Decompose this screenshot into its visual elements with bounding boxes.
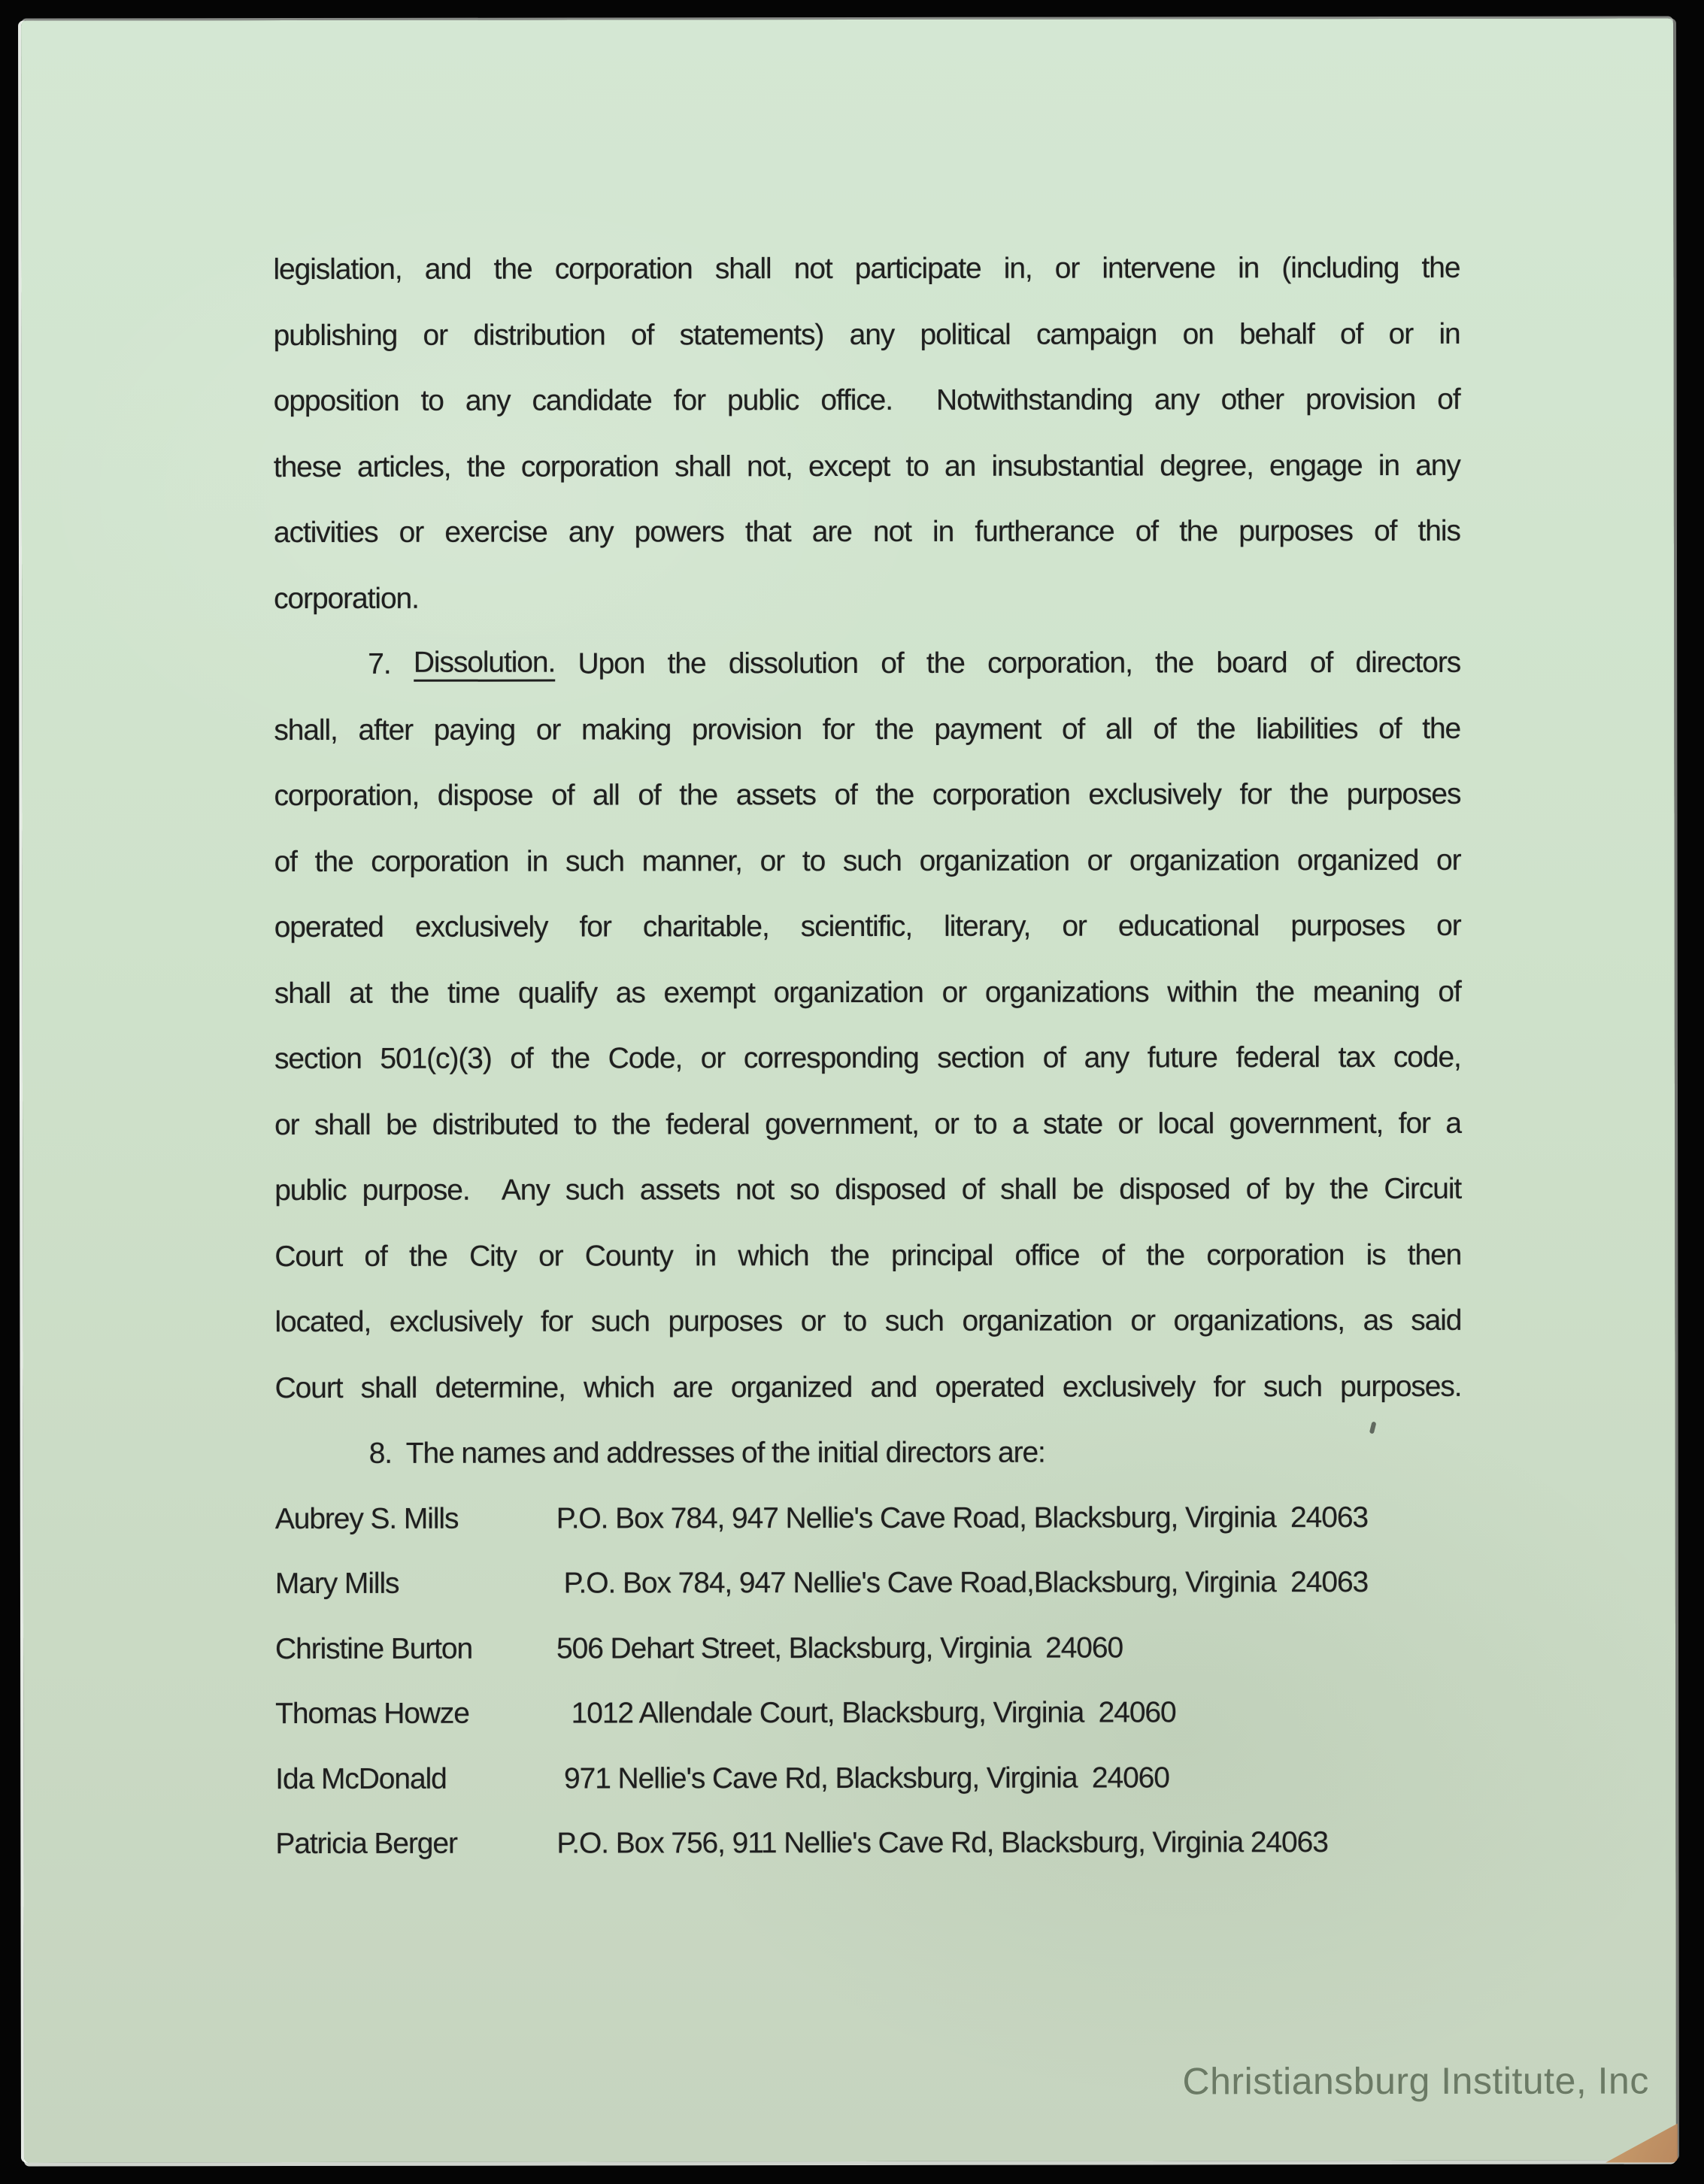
word: or	[800, 1305, 826, 1338]
text-line	[274, 630, 1460, 698]
word: the	[314, 845, 353, 878]
word: to	[905, 450, 929, 483]
director-address: 971 Nellie's Cave Rd, Blacksburg, Virginia 24060	[556, 1761, 1169, 1795]
word: shall	[274, 977, 331, 1010]
word: a	[1445, 1107, 1461, 1140]
word: the	[926, 647, 965, 680]
document-page	[21, 18, 1676, 2162]
word: government,	[765, 1107, 919, 1140]
word: for	[1213, 1370, 1245, 1403]
word: organization	[962, 1304, 1112, 1337]
word: of	[881, 647, 904, 680]
word: tax	[1338, 1041, 1375, 1074]
word: Court	[274, 1371, 343, 1404]
word: the	[1330, 1173, 1369, 1206]
word: provision	[691, 713, 802, 746]
word: of	[630, 318, 654, 351]
word: or	[399, 516, 424, 549]
director-row	[275, 1615, 1462, 1682]
word: educational	[1117, 910, 1260, 943]
word: or	[1062, 910, 1087, 943]
word: office.	[820, 383, 893, 417]
word: principal	[890, 1239, 993, 1272]
word: the	[611, 1107, 650, 1140]
word: the	[875, 778, 914, 811]
director-row	[275, 1485, 1462, 1552]
word: Notwithstanding	[935, 383, 1133, 417]
word: the	[1155, 647, 1194, 680]
word: purposes	[1290, 909, 1405, 943]
text-line	[273, 235, 1460, 303]
word: board	[1216, 647, 1287, 680]
word: except	[808, 450, 890, 483]
word: to	[974, 1107, 997, 1140]
word: any	[1154, 383, 1199, 417]
word: corporation,	[274, 779, 420, 813]
word: Upon	[578, 647, 645, 680]
word: the	[1179, 515, 1218, 548]
word: of	[510, 1042, 533, 1075]
word: or	[700, 1042, 726, 1075]
word: provision	[1305, 383, 1416, 417]
word: for	[1239, 778, 1272, 811]
word: organized	[1296, 844, 1419, 877]
text-line	[274, 367, 1460, 435]
word: statements)	[679, 318, 824, 351]
word: shall	[714, 253, 772, 286]
word: section	[274, 1042, 362, 1076]
text-line	[274, 695, 1460, 763]
word: of	[1339, 317, 1363, 350]
director-row	[275, 1680, 1462, 1747]
word: activities	[273, 516, 378, 550]
director-address: P.O. Box 756, 911 Nellie's Cave Rd, Blacksburg, Virginia 24063	[556, 1826, 1328, 1860]
director-row	[275, 1810, 1462, 1877]
word: the	[679, 779, 718, 812]
word: Any	[501, 1174, 550, 1207]
text-line	[274, 1288, 1461, 1356]
word: such	[565, 844, 624, 878]
director-address: P.O. Box 784, 947 Nellie's Cave Road,Blacksburg, Virginia 24063	[556, 1566, 1369, 1600]
underlined-word: Dissolution.	[414, 647, 555, 682]
word: public	[726, 384, 799, 417]
footer-watermark: Christiansburg Institute, Inc	[1182, 2059, 1649, 2103]
text-line	[274, 1222, 1461, 1289]
word: other	[1220, 383, 1284, 417]
word: in	[1439, 317, 1460, 350]
word: of	[1061, 713, 1085, 746]
word: operated	[935, 1371, 1045, 1404]
word: corporation,	[987, 647, 1132, 680]
director-name: Thomas Howze	[275, 1697, 469, 1731]
word: such	[590, 1305, 650, 1338]
word: of	[1374, 514, 1397, 548]
word: such	[884, 1304, 944, 1337]
word: directors	[1355, 646, 1461, 680]
word: of	[274, 845, 297, 878]
word: purposes	[1346, 777, 1461, 811]
word: are	[672, 1371, 713, 1404]
word: shall	[1000, 1173, 1057, 1206]
word: future	[1147, 1041, 1217, 1074]
word: a	[1011, 1107, 1028, 1140]
word: the	[667, 647, 706, 680]
word: by	[1284, 1173, 1314, 1206]
word: the	[551, 1042, 590, 1075]
word: corresponding	[743, 1041, 919, 1075]
word: which	[738, 1239, 809, 1272]
word: insubstantial	[991, 449, 1145, 483]
word: articles,	[356, 450, 451, 483]
word: or	[274, 1108, 299, 1141]
word: exclusively	[389, 1305, 523, 1338]
word: campaign	[1035, 317, 1157, 351]
word: state	[1042, 1107, 1103, 1140]
word: to	[420, 384, 444, 417]
word: or	[760, 844, 785, 877]
word: dissolution	[728, 647, 859, 680]
word: be	[1072, 1173, 1104, 1206]
word: disposed	[1119, 1173, 1230, 1206]
word: at	[349, 977, 372, 1010]
word: as	[615, 976, 645, 1009]
word: any	[849, 318, 895, 351]
word: (including	[1281, 251, 1399, 285]
word: within	[1167, 975, 1238, 1008]
word: in	[526, 845, 548, 878]
text-line: 8. The names and addresses of the initial directors are:	[368, 1436, 1045, 1470]
word: is	[1366, 1238, 1386, 1271]
text-line	[274, 1156, 1461, 1224]
word: determine,	[435, 1371, 565, 1404]
word: any	[1415, 449, 1460, 482]
word: on	[1182, 317, 1214, 350]
word: not	[793, 253, 832, 286]
word: an	[944, 450, 976, 483]
word: furtherance	[975, 515, 1114, 548]
word: exclusively	[1088, 778, 1221, 811]
director-address: 1012 Allendale Court, Blacksburg, Virginia 24060	[556, 1696, 1176, 1730]
word: County	[584, 1239, 673, 1272]
word: are	[811, 515, 852, 549]
word: organizations	[984, 975, 1149, 1009]
word: as	[1363, 1304, 1393, 1337]
word: for	[673, 384, 706, 417]
word: of	[1245, 1173, 1269, 1206]
word: and	[424, 253, 471, 286]
word: of	[834, 778, 857, 812]
word: after	[358, 713, 414, 747]
word: for	[822, 713, 855, 746]
word: federal	[1236, 1041, 1320, 1074]
word: any	[1084, 1041, 1129, 1074]
word: organization	[1129, 844, 1280, 877]
word: manner,	[641, 844, 742, 877]
word: or	[1087, 844, 1112, 877]
word: in	[694, 1239, 717, 1272]
text-line	[274, 827, 1461, 895]
word: the	[390, 977, 429, 1010]
word: operated	[274, 910, 384, 944]
text-line	[274, 1090, 1461, 1158]
text-line: corporation.	[274, 582, 419, 615]
word: dispose	[437, 779, 533, 812]
director-row	[275, 1550, 1462, 1617]
word: said	[1411, 1304, 1462, 1337]
word: distribution	[473, 318, 605, 352]
word: organization	[773, 976, 923, 1009]
word: government,	[1229, 1107, 1384, 1140]
word: in	[932, 515, 954, 548]
word: exercise	[444, 516, 547, 549]
word: all	[1105, 712, 1132, 746]
word: exclusively	[414, 910, 548, 944]
word: code,	[1393, 1041, 1461, 1074]
word: participate	[854, 252, 981, 285]
word: of	[1042, 1041, 1066, 1074]
word: any	[465, 384, 511, 417]
word: exclusively	[1062, 1370, 1196, 1404]
word: this	[1417, 514, 1460, 547]
text-line	[274, 959, 1461, 1026]
word: local	[1157, 1107, 1214, 1140]
word: that	[744, 516, 791, 549]
word: located,	[274, 1305, 371, 1339]
director-name: Patricia Berger	[275, 1827, 457, 1861]
word: so	[790, 1174, 820, 1207]
word: or	[1436, 909, 1461, 942]
word: organization	[919, 844, 1069, 877]
torn-corner	[1605, 2123, 1678, 2162]
word: or	[1130, 1304, 1155, 1337]
word: payment	[934, 713, 1042, 746]
word: shall	[360, 1371, 417, 1404]
word: not,	[747, 450, 793, 483]
word: to	[574, 1107, 597, 1141]
word: powers	[634, 516, 724, 549]
word: publishing	[273, 319, 398, 352]
director-address: P.O. Box 784, 947 Nellie's Cave Road, Blacksburg, Virginia 24063	[556, 1501, 1369, 1535]
word: of	[1438, 975, 1461, 1008]
word: corporation	[1206, 1238, 1345, 1271]
word: City	[469, 1240, 517, 1273]
word: time	[447, 977, 500, 1010]
word: or	[1388, 317, 1414, 350]
word: organized	[730, 1371, 853, 1404]
word: literary,	[944, 910, 1031, 943]
word: charitable,	[642, 910, 769, 944]
word: or	[423, 319, 448, 352]
text-line	[274, 301, 1460, 368]
word: of	[1101, 1238, 1124, 1272]
word: or	[535, 713, 561, 747]
word: purposes.	[1340, 1370, 1462, 1403]
word: or	[1117, 1107, 1143, 1140]
word: not	[735, 1174, 775, 1207]
word: candidate	[532, 384, 652, 417]
word: Court	[274, 1240, 343, 1273]
word: shall	[675, 450, 731, 483]
word: corporation	[932, 778, 1070, 811]
word: be	[386, 1108, 417, 1141]
word: the	[875, 713, 914, 746]
word: such	[1263, 1370, 1322, 1403]
word: Code,	[608, 1042, 683, 1075]
word: the	[830, 1239, 869, 1272]
word: in	[1238, 252, 1260, 285]
word: assets	[639, 1174, 720, 1207]
word: corporation	[371, 845, 509, 878]
word: making	[581, 713, 672, 746]
text-line	[274, 762, 1460, 829]
word: of	[364, 1240, 387, 1273]
word: 501(c)(3)	[380, 1042, 492, 1075]
word: the	[1421, 251, 1460, 284]
word: opposition	[273, 384, 399, 418]
director-name: Ida McDonald	[275, 1762, 447, 1795]
word: the	[1422, 712, 1461, 745]
word: corporation	[554, 253, 693, 286]
word: qualify	[517, 976, 598, 1010]
word: to	[802, 844, 826, 877]
text-line	[274, 1353, 1461, 1421]
word: shall	[314, 1108, 371, 1141]
word: to	[843, 1304, 867, 1338]
word: 7.	[368, 647, 391, 680]
word: or	[1436, 844, 1461, 877]
word: of	[1437, 383, 1460, 416]
word: the	[466, 450, 505, 483]
word: organizations,	[1173, 1304, 1345, 1337]
word: of	[1153, 712, 1176, 745]
word: such	[842, 844, 902, 877]
word: political	[920, 318, 1011, 351]
director-name: Mary Mills	[274, 1567, 399, 1601]
word: all	[592, 779, 620, 812]
word: office	[1014, 1239, 1080, 1272]
word: then	[1407, 1238, 1462, 1271]
word: degree,	[1160, 449, 1254, 482]
word: of	[551, 779, 575, 812]
word: engage	[1269, 449, 1363, 482]
word: of	[638, 779, 661, 812]
word: which	[584, 1371, 655, 1404]
word: liabilities	[1256, 712, 1358, 745]
word: purpose.	[362, 1174, 470, 1207]
word: section	[937, 1041, 1025, 1074]
text-line	[274, 1025, 1461, 1092]
text-line	[274, 893, 1461, 961]
word: for	[579, 910, 611, 944]
word: of	[1378, 712, 1402, 745]
word: exempt	[663, 976, 755, 1009]
text-column	[273, 235, 1462, 1877]
word: of	[1135, 515, 1159, 548]
word: purposes	[1239, 515, 1353, 548]
word: in,	[1003, 252, 1032, 285]
word: scientific,	[800, 910, 913, 944]
word: legislation,	[273, 253, 402, 286]
word: or	[934, 1107, 959, 1140]
word: purposes	[668, 1305, 783, 1338]
word: meaning	[1312, 975, 1420, 1008]
word: shall,	[274, 713, 338, 747]
word: or	[941, 976, 967, 1009]
word: the	[1290, 778, 1329, 811]
word: the	[1256, 975, 1295, 1008]
word: or	[538, 1240, 563, 1273]
word: distributed	[432, 1108, 559, 1141]
word: behalf	[1239, 317, 1314, 350]
word: paying	[433, 713, 516, 747]
word: federal	[666, 1107, 750, 1140]
word: the	[1196, 712, 1236, 745]
director-name: Aubrey S. Mills	[274, 1502, 459, 1535]
word: the	[1146, 1238, 1185, 1271]
word: public	[274, 1174, 347, 1207]
word: these	[273, 450, 341, 483]
director-address: 506 Dehart Street, Blacksburg, Virginia 24060	[556, 1631, 1123, 1665]
word: the	[408, 1240, 447, 1273]
word: of	[961, 1173, 985, 1206]
word: in	[1378, 449, 1399, 482]
word: and	[870, 1371, 917, 1404]
text-line	[274, 432, 1460, 500]
word: not	[872, 515, 911, 548]
word: for	[1398, 1107, 1430, 1140]
word: assets	[735, 779, 816, 812]
word: such	[565, 1174, 624, 1207]
word: for	[540, 1305, 573, 1338]
word: the	[493, 253, 532, 286]
text-line	[274, 498, 1460, 566]
word: intervene	[1102, 252, 1215, 285]
word: disposed	[835, 1173, 946, 1207]
word: or	[1054, 252, 1080, 285]
word: Circuit	[1384, 1172, 1462, 1206]
word: any	[568, 516, 614, 549]
word: corporation	[520, 450, 659, 483]
director-row	[275, 1745, 1462, 1812]
director-name: Christine Burton	[275, 1632, 473, 1665]
word: of	[1309, 647, 1333, 680]
